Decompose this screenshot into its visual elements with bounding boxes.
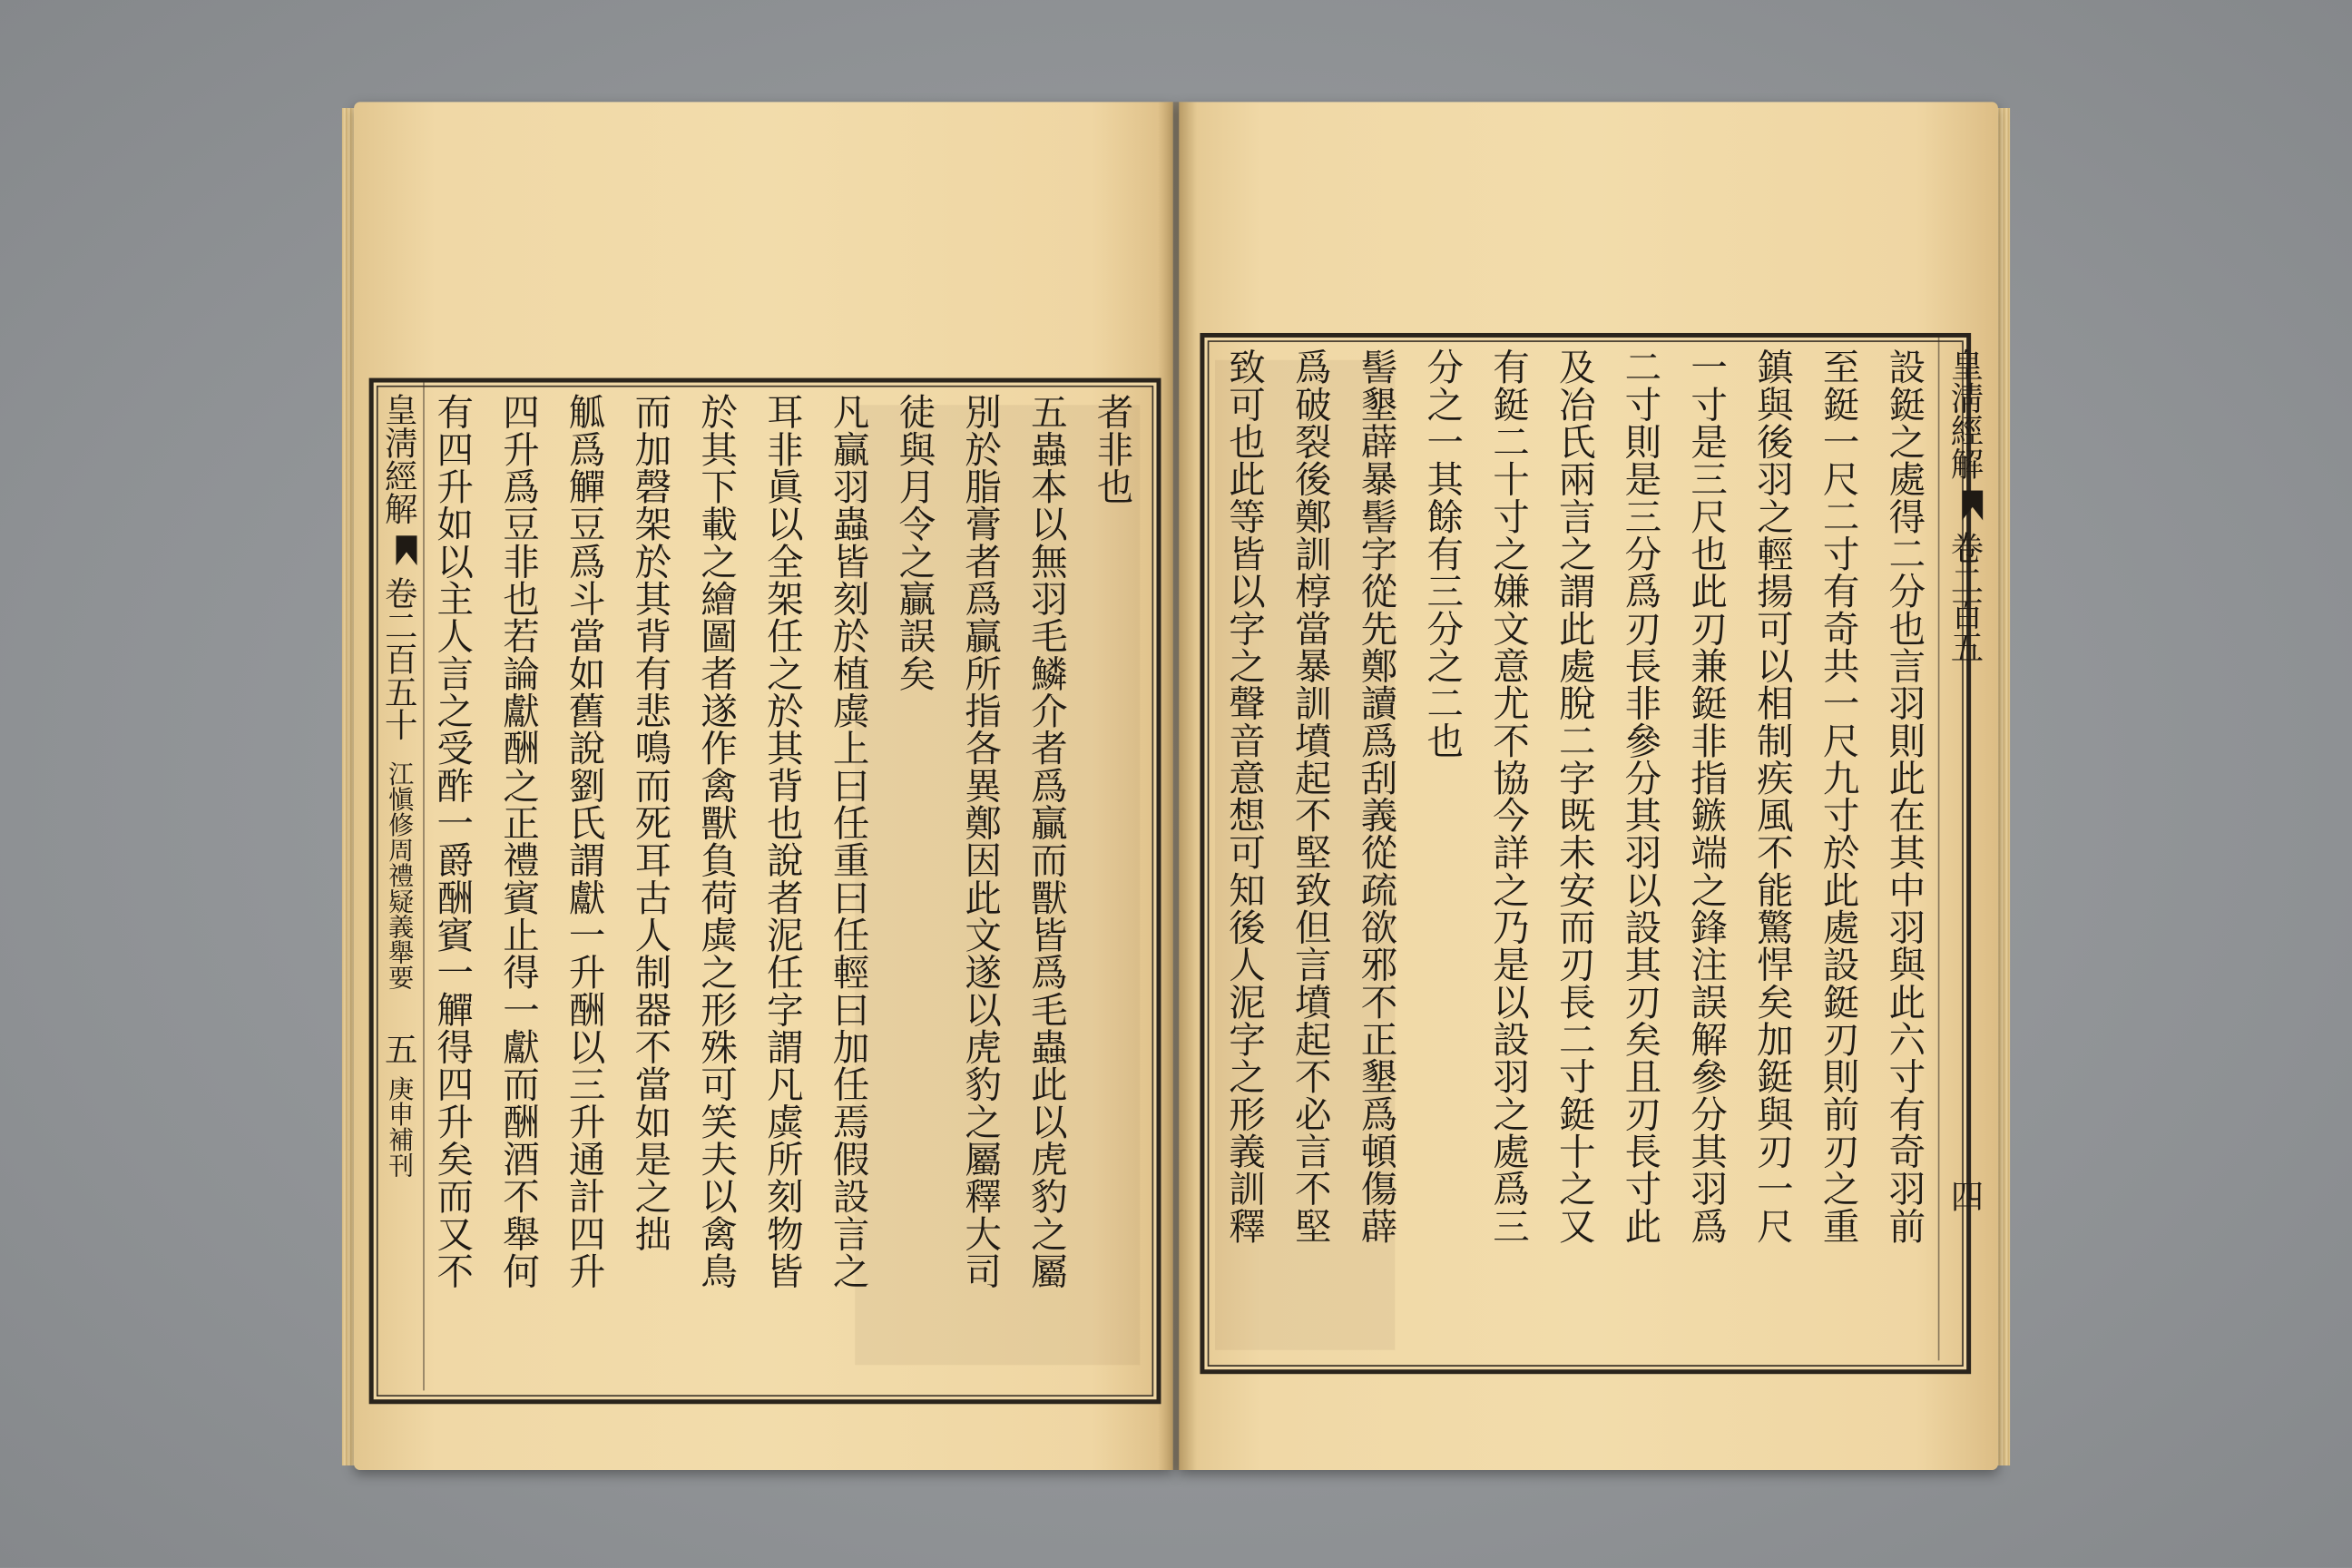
fishtail-mark-icon bbox=[396, 535, 416, 565]
left-column-4: 徒與月令之贏誤矣 bbox=[894, 393, 938, 692]
right-column-1: 設鋌之處得二分也言羽則此在其中羽與此六寸有奇羽前 bbox=[1884, 348, 1928, 1245]
right-column-10: 爲破裂後鄭訓椁當暴訓墳起不堅致但言墳起不必言不堅 bbox=[1289, 348, 1334, 1245]
left-column-10: 四升爲豆非也若論獻酬之正禮賓止得一獻而酬酒不舉何 bbox=[497, 393, 542, 1289]
right-column-2: 至鋌一尺二寸有奇共一尺九寸於此處設鋌刃則前刃之重 bbox=[1818, 348, 1862, 1245]
right-column-6: 及冶氏兩言之謂此處脫二字既未安而刃長二寸鋌十之又 bbox=[1553, 348, 1598, 1245]
right-column-8: 分之一其餘有三分之二也 bbox=[1422, 348, 1466, 760]
left-column-8: 而加磬架於其背有悲鳴而死耳古人制器不當如是之拙 bbox=[630, 393, 674, 1252]
left-column-7: 於其下載之繪圖者遂作禽獸負荷虡之形殊可笑夫以禽鳥 bbox=[696, 393, 740, 1289]
margin-subtitle: 江愼修周禮疑義舉要 bbox=[382, 760, 413, 991]
left-margin-column bbox=[375, 393, 420, 1383]
margin-book-title: 皇淸經解 bbox=[1945, 348, 1984, 480]
right-column-4: 一寸是三尺也此刃兼鋌非指鏃端之鋒注誤解參分其羽爲 bbox=[1686, 348, 1730, 1245]
margin-book-title: 皇淸經解 bbox=[379, 393, 417, 525]
left-column-5: 凡贏羽蟲皆刻於植虡上曰任重曰任輕曰加任焉假設言之 bbox=[828, 393, 872, 1289]
left-column-6: 耳非眞以全架任之於其背也說者泥任字謂凡虡所刻物皆 bbox=[761, 393, 806, 1289]
right-column-11: 致可也此等皆以字之聲音意想可知後人泥字之形義訓釋 bbox=[1223, 348, 1268, 1245]
left-column-1: 者非也 bbox=[1092, 393, 1136, 505]
left-column-3: 別於脂膏者爲贏所指各異鄭因此文遂以虎豹之屬釋大司 bbox=[959, 393, 1004, 1289]
margin-edition: 庚申補刊 bbox=[382, 1075, 413, 1178]
column-rule bbox=[423, 383, 425, 1391]
left-column-11: 有四升如以主人言之受酢一爵酬賓一觶得四升矣而又不 bbox=[432, 393, 476, 1289]
margin-volume: 卷二百五十 bbox=[379, 575, 417, 741]
right-column-3: 鎮與後羽之輕揚可以相制疾風不能驚悍矣加鋌與刃一尺 bbox=[1751, 348, 1796, 1245]
margin-volume: 卷二百五 bbox=[1945, 531, 1984, 663]
right-column-7: 有鋌二十寸之嫌文意尤不協今詳之乃是以設羽之處爲三 bbox=[1487, 348, 1532, 1245]
left-column-2: 五蟲本以無羽毛鱗介者爲贏而獸皆爲毛蟲此以虎豹之屬 bbox=[1025, 393, 1070, 1289]
column-rule bbox=[1938, 338, 1940, 1360]
left-column-9: 觚爲觶豆爲斗當如舊說劉氏謂獻一升酬以三升通計四升 bbox=[564, 393, 608, 1289]
margin-folio: 四 bbox=[1945, 1179, 1984, 1212]
fishtail-mark-icon bbox=[1962, 491, 1983, 521]
margin-folio: 五 bbox=[379, 1032, 417, 1065]
right-column-9: 髻墾薜暴髻字從先鄭讀爲刮義從疏欲邪不正墾爲頓傷薜 bbox=[1356, 348, 1400, 1245]
right-margin-column bbox=[1941, 348, 1986, 1354]
right-column-5: 二寸則是三分爲刃長非參分其羽以設其刃矣且刃長寸此 bbox=[1620, 348, 1664, 1245]
book-gutter bbox=[1158, 102, 1197, 1470]
